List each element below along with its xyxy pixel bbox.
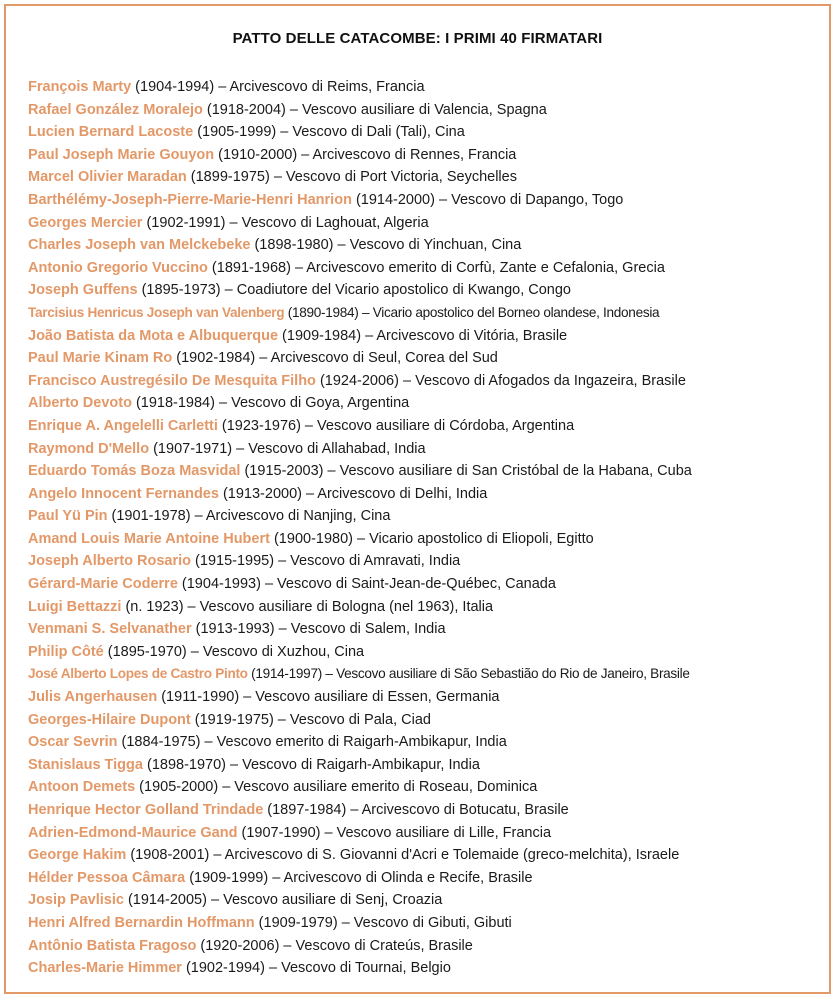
signatory-name: Marcel Olivier Maradan (28, 169, 187, 186)
signatory-name: Henrique Hector Golland Trindade (28, 802, 264, 818)
signatory-details: (1913-2000) – Arcivescovo di Delhi, India (218, 485, 488, 502)
signatory-details: (1907-1990) – Vescovo ausiliare di Lille, Francia (237, 824, 552, 841)
signatory-entry (28, 912, 821, 935)
signatory-entry (28, 641, 821, 664)
signatory-entry (28, 302, 821, 325)
signatory-name: Joseph Alberto Rosario (28, 553, 192, 570)
signatory-details: (1914-2000) – Vescovo di Dapango, Togo (351, 191, 624, 208)
signatory-details: (1919-1975) – Vescovo di Pala, Ciad (190, 711, 431, 728)
signatory-name: Josip Pavlisic (28, 892, 124, 909)
signatory-name: Luigi Bettazzi (28, 598, 122, 615)
signatory-details: (1915-2003) – Vescovo ausiliare di San Cristóbal de la Habana, Cuba (240, 463, 692, 480)
signatory-entry (28, 76, 821, 99)
signatory-name: Venmani S. Selvanather (28, 621, 192, 638)
signatory-name: Stanislaus Tigga (28, 756, 143, 773)
signatory-entry (28, 528, 821, 551)
signatory-details: (1895-1973) – Coadiutore del Vicario apostolico di Kwango, Congo (137, 282, 571, 299)
signatory-details: (1909-1999) – Arcivescovo di Olinda e Recife, Brasile (185, 869, 533, 886)
signatory-details: (1914-1997) – Vescovo ausiliare di São Sebastião do Rio de Janeiro, Brasile (247, 666, 690, 682)
signatory-details: (1890-1984) – Vicario apostolico del Borneo olandese, Indonesia (284, 304, 660, 320)
signatory-name: Paul Marie Kinam Ro (28, 350, 173, 367)
signatory-details: (1910-2000) – Arcivescovo di Rennes, Francia (214, 146, 517, 163)
signatory-name: João Batista da Mota e Albuquerque (28, 327, 279, 344)
signatory-name: Tarcisius Henricus Joseph van Valenberg (28, 304, 285, 320)
signatory-entry (28, 144, 821, 167)
signatory-name: Rafael González Moralejo (28, 101, 203, 118)
signatory-name: Raymond D'Mello (28, 440, 150, 457)
signatory-name: Oscar Sevrin (28, 734, 118, 751)
signatory-entry (28, 618, 821, 641)
signatory-details: (n. 1923) – Vescovo ausiliare di Bologna (nel 1963), Italia (121, 598, 494, 615)
signatory-details: (1891-1968) – Arcivescovo emerito di Corfù, Zante e Cefalonia, Grecia (207, 259, 665, 276)
signatory-name: Paul Joseph Marie Gouyon (28, 146, 215, 163)
signatory-name: François Marty (28, 79, 132, 95)
signatory-name: Paul Yü Pin (28, 508, 108, 525)
signatory-name: José Alberto Lopes de Castro Pinto (28, 666, 248, 682)
signatory-details: (1884-1975) – Vescovo emerito di Raigarh-Ambikapur, India (117, 734, 507, 751)
signatory-entry (28, 370, 821, 393)
signatory-details: (1924-2006) – Vescovo di Afogados da Ingazeira, Brasile (315, 372, 686, 389)
signatory-name: Philip Côté (28, 643, 104, 660)
signatory-details: (1907-1971) – Vescovo di Allahabad, India (149, 440, 426, 457)
signatory-name: Lucien Bernard Lacoste (28, 124, 194, 141)
signatory-entry (28, 347, 821, 370)
signatory-name: Antônio Batista Fragoso (28, 937, 197, 954)
signatory-entry (28, 460, 821, 483)
signatory-entry (28, 166, 821, 189)
signatory-entry (28, 505, 821, 528)
page-title: PATTO DELLE CATACOMBE: I PRIMI 40 FIRMATARI (232, 30, 603, 47)
signatory-details: (1920-2006) – Vescovo di Crateús, Brasile (196, 937, 473, 954)
signatory-details: (1898-1970) – Vescovo di Raigarh-Ambikapur, India (142, 756, 480, 773)
signatory-name: Adrien-Edmond-Maurice Gand (28, 824, 238, 841)
signatory-name: Charles-Marie Himmer (28, 960, 182, 977)
signatory-details: (1900-1980) – Vicario apostolico di Eliopoli, Egitto (269, 530, 594, 547)
signatory-details: (1899-1975) – Vescovo di Port Victoria, Seychelles (186, 169, 517, 186)
signatory-entry (28, 663, 821, 686)
signatory-name: Georges Mercier (28, 214, 143, 231)
signatory-entry (28, 121, 821, 144)
signatory-entry (28, 415, 821, 438)
signatory-name: Joseph Guffens (28, 282, 138, 299)
signatory-details: (1904-1993) – Vescovo di Saint-Jean-de-Québec, Canada (177, 576, 556, 593)
signatory-details: (1898-1980) – Vescovo di Yinchuan, Cina (250, 237, 522, 254)
signatory-details: (1905-2000) – Vescovo ausiliare emerito di Roseau, Dominica (135, 779, 538, 796)
signatory-details: (1918-2004) – Vescovo ausiliare di Valencia, Spagna (202, 101, 547, 118)
signatory-details: (1902-1984) – Arcivescovo di Seul, Corea del Sud (172, 350, 498, 367)
signatory-entry (28, 212, 821, 235)
signatory-details: (1913-1993) – Vescovo di Salem, India (191, 621, 446, 638)
signatory-entry (28, 799, 821, 822)
signatory-details: (1901-1978) – Arcivescovo di Nanjing, Cina (107, 508, 391, 525)
signatory-details: (1909-1984) – Arcivescovo di Vitória, Brasile (278, 327, 568, 344)
document-frame (4, 4, 831, 994)
signatory-entry (28, 709, 821, 732)
signatory-name: Henri Alfred Bernardin Hoffmann (28, 914, 255, 931)
signatory-entry (28, 731, 821, 754)
signatory-entry (28, 234, 821, 257)
signatory-details: (1904-1994) – Arcivescovo di Reims, Francia (131, 79, 425, 95)
signatory-entry (28, 935, 821, 958)
signatory-details: (1918-1984) – Vescovo di Goya, Argentina (131, 395, 410, 412)
signatory-entry (28, 550, 821, 573)
signatory-entry (28, 189, 821, 212)
signatory-details: (1897-1984) – Arcivescovo di Botucatu, Brasile (263, 802, 569, 818)
signatory-name: Alberto Devoto (28, 395, 132, 412)
signatory-name: Georges-Hilaire Dupont (28, 711, 191, 728)
signatory-name: Angelo Innocent Fernandes (28, 485, 219, 502)
signatory-details: (1915-1995) – Vescovo di Amravati, India (191, 553, 461, 570)
signatory-name: Antoon Demets (28, 779, 136, 796)
signatory-details: (1905-1999) – Vescovo di Dali (Tali), Cina (193, 124, 465, 141)
signatory-name: Amand Louis Marie Antoine Hubert (28, 530, 270, 547)
signatory-name: Enrique A. Angelelli Carletti (28, 417, 218, 434)
signatory-entry (28, 573, 821, 596)
signatory-name: Charles Joseph van Melckebeke (28, 237, 251, 254)
signatory-entry (28, 438, 821, 461)
signatory-entry (28, 776, 821, 799)
signatory-name: Gérard-Marie Coderre (28, 576, 178, 593)
signatory-name: Barthélémy-Joseph-Pierre-Marie-Henri Hanrion (28, 191, 352, 208)
signatory-entry (28, 867, 821, 890)
signatory-entry (28, 99, 821, 122)
signatory-details: (1923-1976) – Vescovo ausiliare di Córdoba, Argentina (217, 417, 575, 434)
signatory-details: (1902-1994) – Vescovo di Tournai, Belgio (181, 960, 451, 977)
signatory-details: (1911-1990) – Vescovo ausiliare di Essen, Germania (157, 689, 500, 706)
signatory-entry (28, 483, 821, 506)
signatory-entry (28, 257, 821, 280)
signatory-name: George Hakim (28, 847, 127, 864)
signatory-name: Julis Angerhausen (28, 689, 158, 706)
signatory-details: (1895-1970) – Vescovo di Xuzhou, Cina (103, 643, 365, 660)
signatory-details: (1908-2001) – Arcivescovo di S. Giovanni d'Acri e Tolemaide (greco-melchita), Israele (126, 847, 680, 864)
signatory-entry (28, 392, 821, 415)
signatory-entry (28, 596, 821, 619)
signatory-entry (28, 957, 821, 980)
signatory-entry (28, 325, 821, 348)
signatory-entry (28, 844, 821, 867)
signatory-entry (28, 754, 821, 777)
signatory-details: (1902-1991) – Vescovo di Laghouat, Algeria (142, 214, 429, 231)
signatory-details: (1909-1979) – Vescovo di Gibuti, Gibuti (254, 914, 512, 931)
signatory-name: Hélder Pessoa Câmara (28, 869, 186, 886)
signatory-name: Antonio Gregorio Vuccino (28, 259, 208, 276)
signatory-name: Francisco Austregésilo De Mesquita Filho (28, 372, 316, 389)
signatory-entry (28, 822, 821, 845)
signatories-list (28, 76, 821, 980)
signatory-entry (28, 889, 821, 912)
signatory-details: (1914-2005) – Vescovo ausiliare di Senj, Croazia (123, 892, 443, 909)
signatory-name: Eduardo Tomás Boza Masvidal (28, 463, 241, 480)
signatory-entry (28, 279, 821, 302)
signatory-entry (28, 686, 821, 709)
